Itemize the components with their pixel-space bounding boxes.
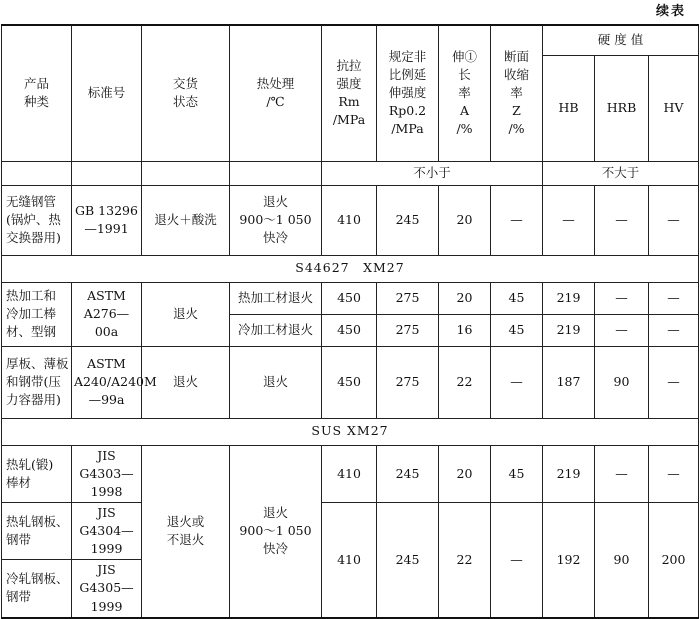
cell-standard: JIS G4305—1999 bbox=[72, 560, 142, 618]
cell-delivery: 退火或 不退火 bbox=[142, 445, 230, 618]
cell-standard: ASTM A276—00a bbox=[72, 282, 142, 346]
cell-z: 45 bbox=[491, 282, 543, 314]
header-tensile-strength: 抗拉 强度 Rm /MPa bbox=[322, 25, 377, 161]
table-row bbox=[2, 282, 699, 314]
cell-rm: 410 bbox=[322, 502, 377, 617]
cell-hb: 219 bbox=[543, 314, 595, 346]
cell-rm: 450 bbox=[322, 314, 377, 346]
cell-hb: — bbox=[543, 185, 595, 255]
cell-a: 22 bbox=[439, 502, 491, 617]
cell-a: 20 bbox=[439, 445, 491, 502]
cell-a: 16 bbox=[439, 314, 491, 346]
cell-hrb: — bbox=[595, 445, 649, 502]
cell-product: 热加工和 冷加工棒 材、型钢 bbox=[2, 282, 72, 346]
cell-hrb: — bbox=[595, 185, 649, 255]
cell-standard: ASTM A240/A240M —99a bbox=[72, 346, 142, 418]
header-hv: HV bbox=[649, 55, 699, 161]
cell-hrb: — bbox=[595, 314, 649, 346]
cell-a: 20 bbox=[439, 185, 491, 255]
cell-heat: 退火 bbox=[230, 346, 322, 418]
cell-a: 22 bbox=[439, 346, 491, 418]
cell-hrb: 90 bbox=[595, 502, 649, 617]
continued-label: 续表 bbox=[655, 4, 686, 19]
cell-rp: 275 bbox=[377, 346, 439, 418]
header-standard-no: 标准号 bbox=[72, 25, 142, 161]
grade-separator: SUS XM27 bbox=[2, 418, 699, 445]
cell-product: 热轧钢板、 钢带 bbox=[2, 502, 72, 559]
cell-rp: 245 bbox=[377, 185, 439, 255]
table-row bbox=[2, 502, 699, 559]
cell-heat: 冷加工材退火 bbox=[230, 314, 322, 346]
header-proof-strength: 规定非 比例延 伸强度 Rp0.2 /MPa bbox=[377, 25, 439, 161]
cell-hb: 219 bbox=[543, 282, 595, 314]
cell-delivery: 退火＋酸洗 bbox=[142, 185, 230, 255]
cell-standard: JIS G4304—1999 bbox=[72, 502, 142, 559]
cell-product: 厚板、薄板 和钢带(压 力容器用) bbox=[2, 346, 72, 418]
cell-z: 45 bbox=[491, 314, 543, 346]
cell-z: — bbox=[491, 185, 543, 255]
cell-hv: — bbox=[649, 282, 699, 314]
cell-z: — bbox=[491, 502, 543, 617]
grade-separator: S44627 XM27 bbox=[2, 255, 699, 282]
header-not-more-than: 不大于 bbox=[543, 161, 699, 185]
cell-heat: 退火 900～1 050 快冷 bbox=[230, 185, 322, 255]
cell-delivery: 退火 bbox=[142, 346, 230, 418]
cell-heat: 热加工材退火 bbox=[230, 282, 322, 314]
table-row bbox=[2, 346, 699, 418]
cell-rp: 245 bbox=[377, 502, 439, 617]
header-reduction-of-area: 断面 收缩 率 Z /% bbox=[491, 25, 543, 161]
cell-hb: 192 bbox=[543, 502, 595, 617]
header-hardness: 硬 度 值 bbox=[543, 25, 699, 55]
cell-hb: 219 bbox=[543, 445, 595, 502]
cell-product: 热轧(锻) 棒材 bbox=[2, 445, 72, 502]
cell-rp: 275 bbox=[377, 314, 439, 346]
cell-standard: JIS G4303—1998 bbox=[72, 445, 142, 502]
cell-hv: — bbox=[649, 346, 699, 418]
cell-hrb: 90 bbox=[595, 346, 649, 418]
cell-rp: 275 bbox=[377, 282, 439, 314]
header-product-type: 产品 种类 bbox=[2, 25, 72, 161]
cell-hrb: — bbox=[595, 282, 649, 314]
header-not-less-than: 不小于 bbox=[322, 161, 543, 185]
cell-rm: 450 bbox=[322, 282, 377, 314]
table-row bbox=[2, 445, 699, 502]
header-delivery-state: 交货 状态 bbox=[142, 25, 230, 161]
cell-delivery: 退火 bbox=[142, 282, 230, 346]
cell-rm: 410 bbox=[322, 185, 377, 255]
cell-z: — bbox=[491, 346, 543, 418]
cell-product: 冷轧钢板、 钢带 bbox=[2, 560, 72, 618]
cell-hv: — bbox=[649, 185, 699, 255]
header-elongation: 伸① 长 率 A /% bbox=[439, 25, 491, 161]
cell-hv: 200 bbox=[649, 502, 699, 617]
cell-z: 45 bbox=[491, 445, 543, 502]
cell-rp: 245 bbox=[377, 445, 439, 502]
table-row bbox=[2, 185, 699, 255]
steel-properties-table bbox=[1, 24, 699, 619]
cell-hb: 187 bbox=[543, 346, 595, 418]
header-hb: HB bbox=[543, 55, 595, 161]
header-heat-treatment: 热处理 /℃ bbox=[230, 25, 322, 161]
cell-hv: — bbox=[649, 314, 699, 346]
cell-a: 20 bbox=[439, 282, 491, 314]
cell-hv: — bbox=[649, 445, 699, 502]
cell-standard: GB 13296 —1991 bbox=[72, 185, 142, 255]
header-hrb: HRB bbox=[595, 55, 649, 161]
cell-rm: 450 bbox=[322, 346, 377, 418]
cell-heat: 退火 900～1 050 快冷 bbox=[230, 445, 322, 618]
cell-product: 无缝钢管 (锅炉、热 交换器用) bbox=[2, 185, 72, 255]
cell-rm: 410 bbox=[322, 445, 377, 502]
